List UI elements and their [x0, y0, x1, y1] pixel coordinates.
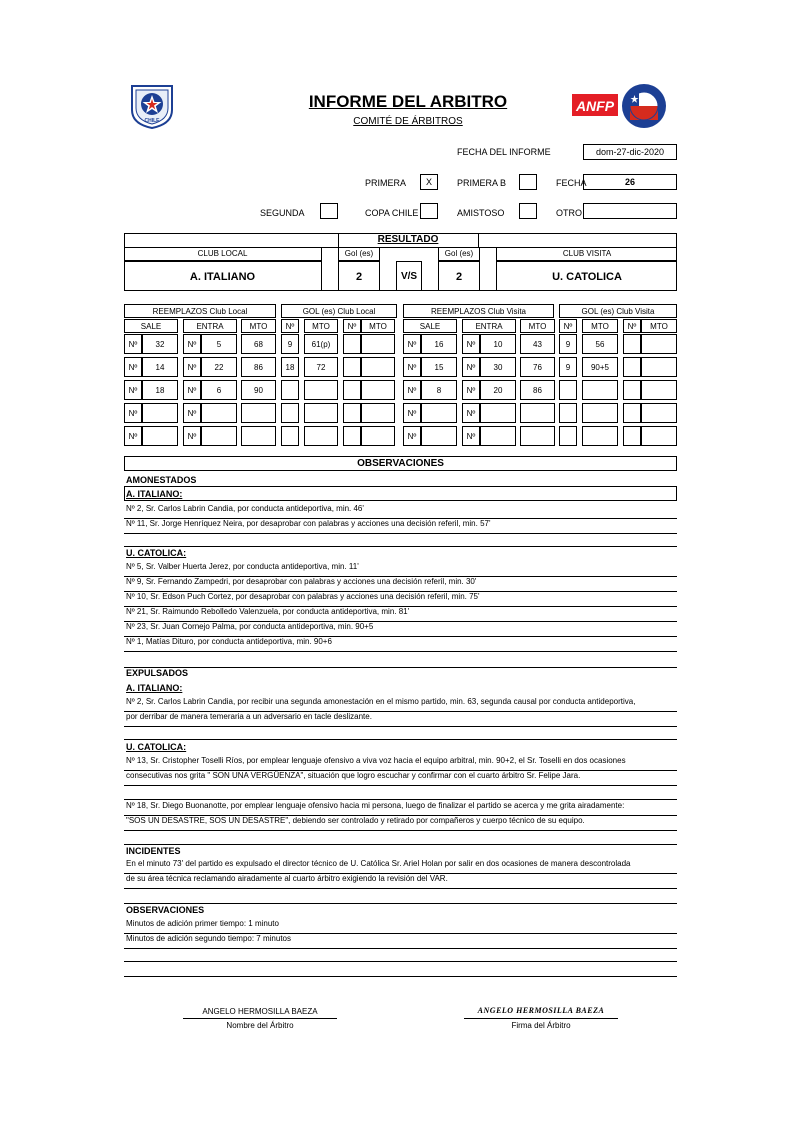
vs-box: V/S [396, 261, 422, 291]
anfp-logo [570, 82, 670, 130]
primera-b-checkbox[interactable] [519, 174, 537, 190]
visita-goals-num2-cell[interactable] [623, 380, 641, 400]
report-title: INFORME DEL ARBITRO [308, 92, 508, 111]
amon-italiano-label: A. ITALIANO: [126, 489, 183, 499]
visita-subs-sale-num-label: Nº [403, 403, 421, 423]
local-goals-num2-header: Nº [343, 319, 361, 333]
local-subs-sale-header: SALE [124, 319, 178, 333]
fecha-label: FECHA [556, 178, 587, 188]
local-subs-mto-cell[interactable] [241, 403, 276, 423]
local-subs-sale-cell[interactable] [142, 426, 178, 446]
local-goals-num2-cell[interactable] [343, 357, 361, 377]
reemplazos-visita-title: REEMPLAZOS Club Visita [403, 304, 554, 318]
visita-goals-mto2-header: MTO [641, 319, 677, 333]
copa-chile-checkbox[interactable] [420, 203, 438, 219]
local-subs-sale-cell[interactable]: 18 [142, 380, 178, 400]
local-subs-sale-cell[interactable]: 14 [142, 357, 178, 377]
local-goals-mto-cell[interactable]: 72 [304, 357, 338, 377]
visita-subs-entra-num-label: Nº [462, 403, 480, 423]
copa-chile-label: COPA CHILE [365, 208, 419, 218]
amonestados-label: AMONESTADOS [126, 475, 197, 485]
blank-line[interactable] [124, 959, 677, 977]
local-subs-entra-num-label: Nº [183, 380, 201, 400]
referee-name-label: Nombre del Árbitro [226, 1021, 294, 1030]
goles-visita-value[interactable]: 2 [438, 261, 480, 291]
visita-subs-mto-cell[interactable]: 43 [520, 334, 555, 354]
local-goals-mto-cell[interactable] [304, 380, 338, 400]
local-subs-entra-cell[interactable]: 6 [201, 380, 237, 400]
visita-subs-sale-num-label: Nº [403, 380, 421, 400]
amon-catolica-line[interactable]: Nº 21, Sr. Raimundo Rebolledo Valenzuela, por conducta antideportiva, min. 81' [124, 604, 677, 622]
obs-line[interactable]: Minutos de adición segundo tiempo: 7 minutos [124, 931, 677, 949]
local-goals-num-cell[interactable] [281, 380, 299, 400]
local-subs-mto-cell[interactable] [241, 426, 276, 446]
visita-subs-sale-cell[interactable]: 15 [421, 357, 457, 377]
visita-goals-mto2-cell[interactable] [641, 334, 677, 354]
club-visita-label: CLUB VISITA [496, 247, 677, 261]
goles-visita-title: GOL (es) Club Visita [559, 304, 677, 318]
visita-subs-entra-num-label: Nº [462, 357, 480, 377]
club-local-label: CLUB LOCAL [124, 247, 322, 261]
visita-subs-sale-cell[interactable] [421, 426, 457, 446]
local-subs-sale-num-label: Nº [124, 380, 142, 400]
amon-catolica-line[interactable]: Nº 10, Sr. Edson Puch Cortez, por desaprobar con palabras y acciones una decisión referil, min. 75' [124, 589, 677, 607]
blank-line[interactable] [124, 827, 677, 845]
local-goals-num-cell[interactable] [281, 426, 299, 446]
visita-goals-num2-cell[interactable] [623, 334, 641, 354]
local-goals-num2-cell[interactable] [343, 380, 361, 400]
local-goals-mto2-cell[interactable] [361, 334, 395, 354]
exp-catolica-line[interactable]: consecutivas nos grita " SON UNA VERGÜENZA", situación que logro escuchar y confirmar con el cuarto árbitro Sr. Felipe Jara. [124, 768, 677, 786]
local-subs-sale-num-label: Nº [124, 403, 142, 423]
blank-line[interactable] [124, 886, 677, 904]
local-goals-mto2-cell[interactable] [361, 357, 395, 377]
goles-local-title: GOL (es) Club Local [281, 304, 397, 318]
local-goals-num-cell[interactable] [281, 403, 299, 423]
blank-line[interactable] [124, 529, 677, 547]
incidentes-line[interactable]: En el minuto 73' del partido es expulsado el director técnico de U. Católica Sr. Ariel Holan por salir en dos ocasiones de manera descontrolada [124, 856, 677, 874]
amon-catolica-line[interactable]: Nº 5, Sr. Valber Huerta Jerez, por conducta antideportiva, min. 11' [124, 559, 677, 577]
local-subs-entra-cell[interactable] [201, 426, 237, 446]
local-subs-mto-header: MTO [241, 319, 276, 333]
otro-label: OTRO [556, 208, 582, 218]
exp-catolica-line[interactable]: "SOS UN DESASTRE, SOS UN DESASTRE", debiendo ser controlado y retirado por compañeros y cuerpo técnico de su equipo. [124, 813, 677, 831]
incidentes-line[interactable]: de su área técnica reclamando airadamente al cuarto árbitro exigiendo la revisión del VAR. [124, 871, 677, 889]
local-goals-mto-cell[interactable]: 61(p) [304, 334, 338, 354]
local-subs-sale-cell[interactable]: 32 [142, 334, 178, 354]
visita-goals-num2-cell[interactable] [623, 403, 641, 423]
local-subs-sale-cell[interactable] [142, 403, 178, 423]
visita-subs-sale-cell[interactable]: 8 [421, 380, 457, 400]
local-subs-sale-num-label: Nº [124, 426, 142, 446]
primera-b-label: PRIMERA B [457, 178, 507, 188]
report-subtitle: COMITÉ DE ÁRBITROS [353, 116, 463, 127]
visita-subs-entra-num-label: Nº [462, 380, 480, 400]
visita-goals-num-cell[interactable] [559, 403, 577, 423]
visita-subs-entra-cell[interactable]: 10 [480, 334, 516, 354]
local-goals-mto-cell[interactable] [304, 403, 338, 423]
local-goals-mto2-header: MTO [361, 319, 395, 333]
obs-line[interactable]: Minutos de adición primer tiempo: 1 minuto [124, 916, 677, 934]
exp-catolica-label: U. CATOLICA: [126, 742, 187, 752]
primera-label: PRIMERA [365, 178, 407, 188]
visita-goals-mto-cell[interactable] [582, 403, 618, 423]
visita-goals-mto2-cell[interactable] [641, 380, 677, 400]
fecha-field[interactable]: 26 [583, 174, 677, 190]
amistoso-checkbox[interactable] [519, 203, 537, 219]
fecha-informe-field[interactable]: dom-27-dic-2020 [583, 144, 677, 160]
goles-local-value[interactable]: 2 [338, 261, 380, 291]
amistoso-label: AMISTOSO [457, 208, 505, 218]
local-subs-entra-num-label: Nº [183, 426, 201, 446]
local-subs-entra-header: ENTRA [183, 319, 237, 333]
referee-signature: ANGELO HERMOSILLA BAEZA [477, 1006, 605, 1015]
visita-goals-num2-cell[interactable] [623, 426, 641, 446]
visita-goals-mto-cell[interactable]: 90+5 [582, 357, 618, 377]
local-subs-entra-num-label: Nº [183, 357, 201, 377]
exp-catolica-line[interactable]: Nº 18, Sr. Diego Buonanotte, por emplear lenguaje ofensivo hacia mi persona, luego de finalizar el partido se acerca y me grita airadamente: [124, 798, 677, 816]
visita-subs-entra-num-label: Nº [462, 426, 480, 446]
visita-goals-num-cell[interactable] [559, 426, 577, 446]
local-goals-num-header: Nº [281, 319, 299, 333]
local-goals-mto2-cell[interactable] [361, 380, 395, 400]
visita-goals-num-cell[interactable]: 9 [559, 357, 577, 377]
observaciones-title: OBSERVACIONES [124, 456, 677, 471]
local-goals-mto2-cell[interactable] [361, 426, 395, 446]
reemplazos-local-title: REEMPLAZOS Club Local [124, 304, 276, 318]
visita-goals-num2-cell[interactable] [623, 357, 641, 377]
visita-goals-mto2-cell[interactable] [641, 357, 677, 377]
goles-visita-label: Gol (es) [438, 247, 480, 261]
local-subs-entra-cell[interactable]: 22 [201, 357, 237, 377]
visita-subs-sale-cell[interactable] [421, 403, 457, 423]
segunda-checkbox[interactable] [320, 203, 338, 219]
visita-subs-mto-cell[interactable] [520, 403, 555, 423]
svg-text:CHILE: CHILE [144, 118, 160, 124]
blank-line[interactable] [124, 722, 677, 740]
visita-goals-mto2-cell[interactable] [641, 426, 677, 446]
amon-catolica-line[interactable]: Nº 9, Sr. Fernando Zampedri, por desaprobar con palabras y acciones una decisión referil, min. 30' [124, 574, 677, 592]
local-goals-num2-cell[interactable] [343, 403, 361, 423]
visita-subs-entra-header: ENTRA [462, 319, 516, 333]
italiano-header-box [124, 486, 677, 501]
visita-subs-entra-cell[interactable] [480, 403, 516, 423]
fecha-informe-label: FECHA DEL INFORME [457, 147, 551, 157]
local-subs-entra-num-label: Nº [183, 334, 201, 354]
exp-catolica-line[interactable]: Nº 13, Sr. Cristopher Toselli Ríos, por emplear lenguaje ofensivo a viva voz hacia el equipo arbitral, min. 90+2, el Sr. Toselli en dos ocasiones [124, 753, 677, 771]
local-goals-num-cell[interactable]: 18 [281, 357, 299, 377]
resultado-title: RESULTADO [377, 234, 439, 245]
club-visita-name[interactable]: U. CATOLICA [496, 261, 677, 291]
club-local-name[interactable]: A. ITALIANO [124, 261, 322, 291]
local-goals-num2-cell[interactable] [343, 426, 361, 446]
visita-subs-mto-cell[interactable] [520, 426, 555, 446]
exp-italiano-line[interactable]: por derribar de manera temeraria a un adversario en tacle deslizante. [124, 709, 677, 727]
visita-goals-num-cell[interactable]: 9 [559, 334, 577, 354]
exp-italiano-line[interactable]: Nº 2, Sr. Carlos Labrin Candia, por recibir una segunda amonestación en el mismo partido, min. 63, segunda causal por conducta antideportiva, [124, 694, 677, 712]
amon-catolica-line[interactable]: Nº 23, Sr. Juan Cornejo Palma, por conducta antideportiva, min. 90+5 [124, 619, 677, 637]
local-subs-sale-num-label: Nº [124, 334, 142, 354]
chile-federation-logo [128, 82, 176, 130]
visita-subs-entra-cell[interactable]: 30 [480, 357, 516, 377]
visita-goals-num-cell[interactable] [559, 380, 577, 400]
referee-name: ANGELO HERMOSILLA BAEZA [202, 1007, 318, 1016]
blank-line[interactable] [124, 650, 677, 668]
amon-italiano-line[interactable]: Nº 2, Sr. Carlos Labrin Candia, por conducta antideportiva, min. 46' [124, 501, 677, 519]
referee-signature-label: Firma del Árbitro [511, 1021, 571, 1030]
visita-subs-sale-num-label: Nº [403, 334, 421, 354]
exp-italiano-label: A. ITALIANO: [126, 683, 183, 693]
local-subs-entra-num-label: Nº [183, 403, 201, 423]
visita-goals-mto-cell[interactable] [582, 426, 618, 446]
local-subs-entra-cell[interactable] [201, 403, 237, 423]
visita-subs-entra-cell[interactable] [480, 426, 516, 446]
visita-subs-mto-cell[interactable]: 86 [520, 380, 555, 400]
amon-catolica-line[interactable]: Nº 1, Matías Dituro, por conducta antideportiva, min. 90+6 [124, 634, 677, 652]
local-goals-mto-header: MTO [304, 319, 338, 333]
otro-field[interactable] [583, 203, 677, 219]
local-subs-mto-cell[interactable]: 90 [241, 380, 276, 400]
local-goals-num-cell[interactable]: 9 [281, 334, 299, 354]
visita-goals-mto-cell[interactable] [582, 380, 618, 400]
goles-local-label: Gol (es) [338, 247, 380, 261]
obs-label: OBSERVACIONES [126, 905, 205, 915]
visita-goals-mto-cell[interactable]: 56 [582, 334, 618, 354]
local-goals-mto-cell[interactable] [304, 426, 338, 446]
visita-subs-sale-header: SALE [403, 319, 457, 333]
visita-subs-entra-cell[interactable]: 20 [480, 380, 516, 400]
visita-goals-num2-header: Nº [623, 319, 641, 333]
visita-goals-num-header: Nº [559, 319, 577, 333]
visita-subs-entra-num-label: Nº [462, 334, 480, 354]
local-subs-sale-num-label: Nº [124, 357, 142, 377]
visita-subs-mto-header: MTO [520, 319, 555, 333]
local-subs-mto-cell[interactable]: 68 [241, 334, 276, 354]
local-subs-entra-cell[interactable]: 5 [201, 334, 237, 354]
incidentes-label: INCIDENTES [126, 846, 181, 856]
local-subs-mto-cell[interactable]: 86 [241, 357, 276, 377]
visita-subs-mto-cell[interactable]: 76 [520, 357, 555, 377]
amon-catolica-label: U. CATOLICA: [126, 548, 187, 558]
visita-subs-sale-num-label: Nº [403, 357, 421, 377]
visita-subs-sale-cell[interactable]: 16 [421, 334, 457, 354]
segunda-label: SEGUNDA [260, 208, 305, 218]
visita-goals-mto-header: MTO [582, 319, 618, 333]
expulsados-label: EXPULSADOS [126, 668, 189, 678]
visita-subs-sale-num-label: Nº [403, 426, 421, 446]
visita-goals-mto2-cell[interactable] [641, 403, 677, 423]
primera-checkbox[interactable]: X [420, 174, 438, 190]
local-goals-num2-cell[interactable] [343, 334, 361, 354]
local-goals-mto2-cell[interactable] [361, 403, 395, 423]
amon-italiano-line[interactable]: Nº 11, Sr. Jorge Henríquez Neira, por desaprobar con palabras y acciones una decisión referil, min. 57' [124, 516, 677, 534]
svg-text:ANFP: ANFP [575, 98, 615, 114]
